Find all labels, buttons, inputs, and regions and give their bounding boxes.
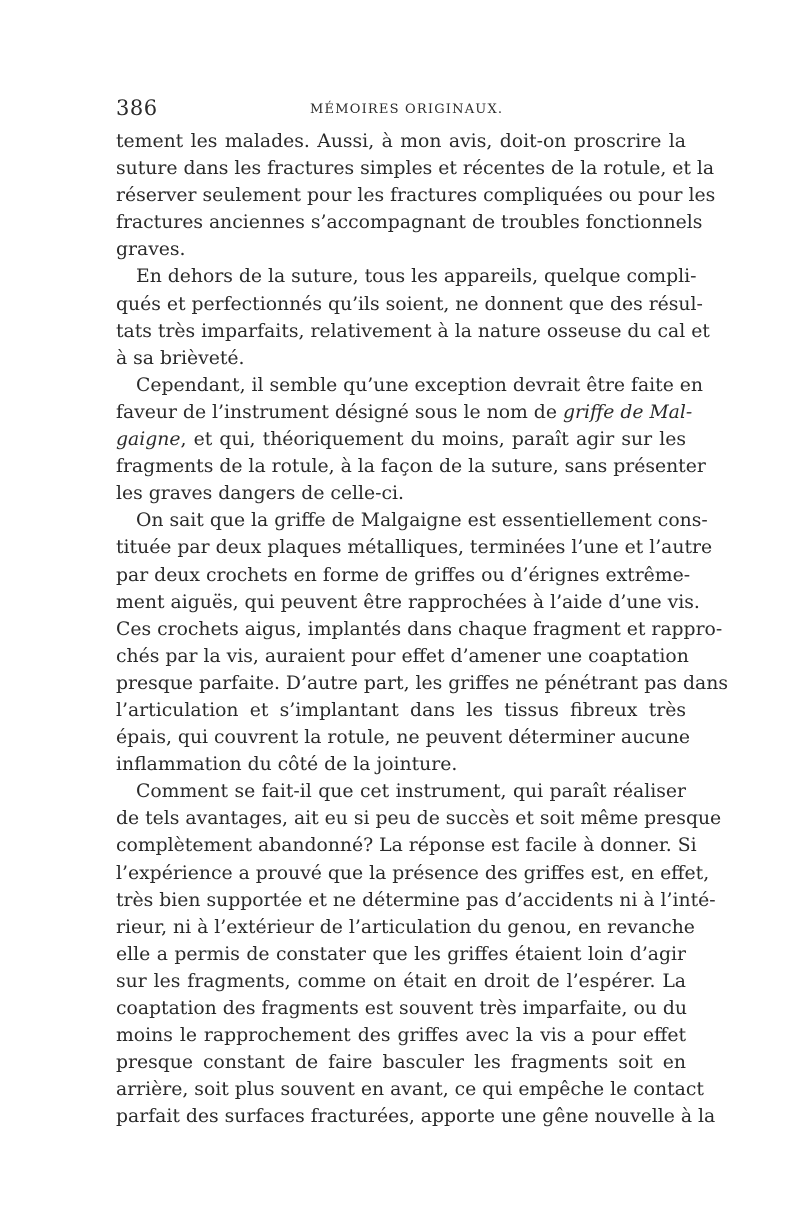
text-line: moins le rapprochement des griffes avec la vis a pour effet <box>116 1025 686 1047</box>
text-line: En dehors de la suture, tous les appareils, quelque compli- <box>136 266 697 288</box>
text-line: épais, qui couvrent la rotule, ne peuvent déterminer aucune <box>116 727 691 749</box>
text-line: les graves dangers de celle-ci. <box>116 483 405 505</box>
text-line: coaptation des fragments est souvent très imparfaite, ou du <box>116 998 687 1019</box>
text-segment: , et qui, théoriquement du moins, paraît agir sur les <box>180 429 686 451</box>
text-line: On sait que la griffe de Malgaigne est essentiellement cons- <box>136 510 708 532</box>
text-segment: faveur de l’instrument désigné sous le nom de <box>116 401 557 423</box>
text-line: fragments de la rotule, à la façon de la suture, sans présenter <box>116 456 706 478</box>
text-line: ment aiguës, qui peuvent être rapprochées à l’aide d’une vis. <box>116 591 700 613</box>
page-header <box>116 96 686 126</box>
text-line: de tels avantages, ait eu si peu de succès et soit même presque <box>116 808 722 830</box>
italic-term: gaigne <box>116 429 181 451</box>
text-line: inflammation du côté de la jointure. <box>116 754 458 776</box>
text-line: réserver seulement pour les fractures compliquées ou pour les <box>116 185 716 207</box>
running-title: MÉMOIRES ORIGINAUX. <box>310 102 504 117</box>
text-line: qués et perfectionnés qu’ils soient, ne donnent que des résul- <box>116 293 703 315</box>
text-line: l’articulation et s’implantant dans les tissus fibreux très <box>116 699 686 721</box>
text-line: tats très imparfaits, relativement à la nature osseuse du cal et <box>116 320 710 342</box>
text-line <box>116 426 686 453</box>
text-line: sur les fragments, comme on était en droit de l’espérer. La <box>116 970 686 992</box>
text-line: Cependant, il semble qu’une exception devrait être faite en <box>136 374 704 396</box>
text-line: presque constant de faire basculer les fragments soit en <box>116 1052 686 1074</box>
italic-term: griffe de Mal- <box>562 401 693 423</box>
text-line: à sa brièveté. <box>116 347 245 369</box>
text-line: Comment se fait-il que cet instrument, qui paraît réaliser <box>136 781 686 803</box>
text-line: très bien supportée et ne détermine pas d’accidents ni à l’inté- <box>116 889 716 911</box>
text-line: l’expérience a prouvé que la présence des griffes est, en effet, <box>116 862 710 884</box>
text-line: parfait des surfaces fracturées, apporte une gêne nouvelle à la <box>116 1106 716 1128</box>
text-line: presque parfaite. D’autre part, les griffes ne pénétrant pas dans <box>116 672 728 694</box>
page-number: 386 <box>116 96 158 120</box>
text-line: complètement abandonné? La réponse est facile à donner. Si <box>116 835 697 857</box>
text-line: tement les malades. Aussi, à mon avis, doit-on proscrire la <box>116 131 686 152</box>
text-line: par deux crochets en forme de griffes ou d’érignes extrême- <box>116 564 691 586</box>
body-text <box>116 128 728 1130</box>
text-line: Ces crochets aigus, implantés dans chaque fragment et rappro- <box>116 618 723 640</box>
text-line: tituée par deux plaques métalliques, terminées l’une et l’autre <box>116 537 713 559</box>
text-line <box>116 399 693 426</box>
text-line: rieur, ni à l’extérieur de l’articulation du genou, en revanche <box>116 916 695 938</box>
text-line: arrière, soit plus souvent en avant, ce qui empêche le contact <box>116 1079 704 1101</box>
text-line: graves. <box>116 239 186 261</box>
text-line: elle a permis de constater que les griffes étaient loin d’agir <box>116 943 686 965</box>
text-line: fractures anciennes s’accompagnant de troubles fonctionnels <box>116 212 703 234</box>
text-line: suture dans les fractures simples et récentes de la rotule, et la <box>116 158 715 180</box>
text-line: chés par la vis, auraient pour effet d’amener une coaptation <box>116 645 689 667</box>
